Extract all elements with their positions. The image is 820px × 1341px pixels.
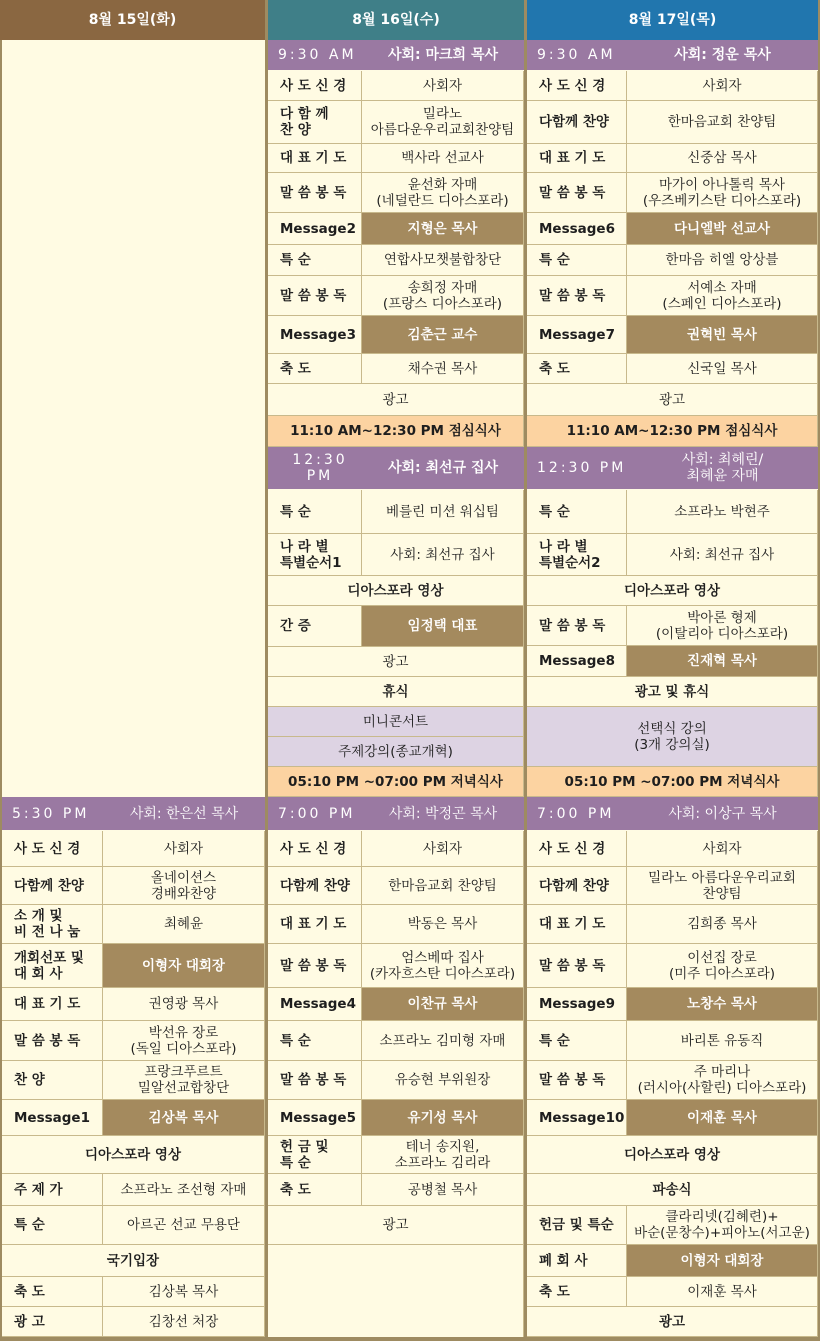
d17-dinner: 05:10 PM ~07:00 PM 저녁식사 xyxy=(527,767,818,797)
d15-e8-label: Message1 xyxy=(2,1100,103,1136)
d15-e1-value: 사회자 xyxy=(103,831,265,867)
d17-e8-speaker: 이재훈 목사 xyxy=(627,1100,818,1136)
d17-e3-value: 김희종 목사 xyxy=(627,905,818,944)
d17-a4-speaker: 진재혁 목사 xyxy=(627,646,818,677)
d16-r9-value: 채수권 목사 xyxy=(362,354,524,384)
d17-e1-label: 사 도 신 경 xyxy=(527,831,627,867)
d17-e2-value: 밀라노 아름다운우리교회 찬양팀 xyxy=(627,867,818,905)
d16-e5-label: Message4 xyxy=(268,988,362,1021)
d17-r4-value: 마가이 아나톨릭 목사 (우즈베키스탄 디아스포라) xyxy=(627,173,818,213)
d17-morning-host: 사회: 정운 목사 xyxy=(627,40,818,71)
d16-e7-value: 유승현 부위원장 xyxy=(362,1061,524,1100)
d15-e11-label: 축 도 xyxy=(2,1277,103,1307)
d16-r6-label: 특 순 xyxy=(268,245,362,276)
d16-a1-value: 베를린 미션 워십팀 xyxy=(362,490,524,534)
d16-e9-value: 테너 송지원, 소프라노 김리라 xyxy=(362,1136,524,1174)
d15-e2-value: 올네이션스 경배와찬양 xyxy=(103,867,265,905)
d15-e4-speaker: 이형자 대회장 xyxy=(103,944,265,988)
frame-bottom xyxy=(0,1337,820,1341)
d16-ad2: 광고 xyxy=(268,647,524,677)
d17-lunch: 11:10 AM~12:30 PM 점심식사 xyxy=(527,416,818,447)
d15-e11-value: 김상복 목사 xyxy=(103,1277,265,1307)
d16-morning-host: 사회: 마크희 목사 xyxy=(362,40,524,71)
d17-r2-label: 다함께 찬양 xyxy=(527,101,627,144)
d16-rest: 휴식 xyxy=(268,677,524,707)
d16-r5-label: Message2 xyxy=(268,213,362,245)
d17-r1-label: 사 도 신 경 xyxy=(527,71,627,101)
d15-e6-label: 말 씀 봉 독 xyxy=(2,1021,103,1061)
d16-ad: 광고 xyxy=(268,384,524,416)
d17-r3-value: 신중삼 목사 xyxy=(627,144,818,173)
d16-r2-value: 밀라노 아름다운우리교회찬양팀 xyxy=(362,101,524,144)
d16-e6-label: 특 순 xyxy=(268,1021,362,1061)
d16-e10-value: 공병철 목사 xyxy=(362,1174,524,1206)
d17-e4-value: 이선집 장로 (미주 디아스포라) xyxy=(627,944,818,988)
d17-r8-speaker: 권혁빈 목사 xyxy=(627,316,818,354)
d16-e10-label: 축 도 xyxy=(268,1174,362,1206)
d16-evening-ad: 광고 xyxy=(268,1206,524,1245)
d17-e7-label: 말 씀 봉 독 xyxy=(527,1061,627,1100)
d17-a1-value: 소프라노 박현주 xyxy=(627,490,818,534)
d16-r9-label: 축 도 xyxy=(268,354,362,384)
d16-e5-speaker: 이찬규 목사 xyxy=(362,988,524,1021)
d16-r3-value: 백사라 선교사 xyxy=(362,144,524,173)
d16-r1-label: 사 도 신 경 xyxy=(268,71,362,101)
d16-a2-value: 사회: 최선규 집사 xyxy=(362,534,524,576)
d17-e1-value: 사회자 xyxy=(627,831,818,867)
d16-dinner: 05:10 PM ~07:00 PM 저녁식사 xyxy=(268,767,524,797)
d17-e6-value: 바리톤 유동직 xyxy=(627,1021,818,1061)
d17-ad-rest: 광고 및 휴식 xyxy=(527,677,818,707)
d17-a3-label: 말 씀 봉 독 xyxy=(527,606,627,646)
d16-r3-label: 대 표 기 도 xyxy=(268,144,362,173)
d17-afternoon-time: 12:30 PM xyxy=(527,447,627,490)
d17-r7-value: 서예소 자매 (스페인 디아스포라) xyxy=(627,276,818,316)
d16-e3-label: 대 표 기 도 xyxy=(268,905,362,944)
d17-video2: 디아스포라 영상 xyxy=(527,1136,818,1174)
d17-e9-value: 클라리넷(김혜련)+ 바순(문창수)+피아노(서고운) xyxy=(627,1206,818,1245)
d16-lecture: 주제강의(종교개혁) xyxy=(268,737,524,767)
d16-e8-label: Message5 xyxy=(268,1100,362,1136)
d17-morning-time: 9:30 AM xyxy=(527,40,627,71)
d17-r6-label: 특 순 xyxy=(527,245,627,276)
day-header-16: 8월 16일(수) xyxy=(268,0,524,40)
d15-e3-label: 소 개 및 비 전 나 눔 xyxy=(2,905,103,944)
d15-video: 디아스포라 영상 xyxy=(2,1136,265,1174)
d16-evening-host: 사회: 박정곤 목사 xyxy=(362,797,524,831)
d17-e10-label: 폐 회 사 xyxy=(527,1245,627,1277)
d17-e5-speaker: 노창수 목사 xyxy=(627,988,818,1021)
d15-e2-label: 다함께 찬양 xyxy=(2,867,103,905)
d16-r5-speaker: 지형은 목사 xyxy=(362,213,524,245)
d17-a2-value: 사회: 최선규 집사 xyxy=(627,534,818,576)
d17-evening-time: 7:00 PM xyxy=(527,797,627,831)
d16-e8-speaker: 유기성 목사 xyxy=(362,1100,524,1136)
d17-e7-value: 주 마리나 (러시아(사할린) 디아스포라) xyxy=(627,1061,818,1100)
d16-e6-value: 소프라노 김미형 자매 xyxy=(362,1021,524,1061)
d16-a2-label: 나 라 별 특별순서1 xyxy=(268,534,362,576)
d16-e7-label: 말 씀 봉 독 xyxy=(268,1061,362,1100)
d16-mini-concert: 미니콘서트 xyxy=(268,707,524,737)
d17-afternoon-host: 사회: 최혜린/ 최혜윤 자매 xyxy=(627,447,818,490)
d15-evening-time: 5:30 PM xyxy=(2,797,103,831)
d16-video: 디아스포라 영상 xyxy=(268,576,524,606)
d15-e3-value: 최혜윤 xyxy=(103,905,265,944)
d15-e7-value: 프랑크푸르트 밀알선교합창단 xyxy=(103,1061,265,1100)
day15-empty-block xyxy=(2,40,265,797)
d15-e5-label: 대 표 기 도 xyxy=(2,988,103,1021)
d15-e10-label: 특 순 xyxy=(2,1206,103,1245)
d16-e2-value: 한마음교회 찬양팀 xyxy=(362,867,524,905)
d15-e12-value: 김창선 처장 xyxy=(103,1307,265,1337)
d17-send: 파송식 xyxy=(527,1174,818,1206)
d17-r4-label: 말 씀 봉 독 xyxy=(527,173,627,213)
d17-evening-host: 사회: 이상구 목사 xyxy=(627,797,818,831)
day-header-17: 8월 17일(목) xyxy=(527,0,818,40)
d15-e7-label: 찬 양 xyxy=(2,1061,103,1100)
d17-r3-label: 대 표 기 도 xyxy=(527,144,627,173)
d15-e12-label: 광 고 xyxy=(2,1307,103,1337)
d17-elective: 선택식 강의 (3개 강의실) xyxy=(527,707,818,767)
d15-e10-value: 아르곤 선교 무용단 xyxy=(103,1206,265,1245)
d16-e3-value: 박동은 목사 xyxy=(362,905,524,944)
d17-e11-label: 축 도 xyxy=(527,1277,627,1307)
d17-r9-label: 축 도 xyxy=(527,354,627,384)
d15-anthem: 국기입장 xyxy=(2,1245,265,1277)
d16-a1-label: 특 순 xyxy=(268,490,362,534)
d17-a3-value: 박아론 형제 (이탈리아 디아스포라) xyxy=(627,606,818,646)
d17-r8-label: Message7 xyxy=(527,316,627,354)
d16-r7-value: 송희정 자매 (프랑스 디아스포라) xyxy=(362,276,524,316)
d15-e8-speaker: 김상복 목사 xyxy=(103,1100,265,1136)
d17-e10-speaker: 이형자 대회장 xyxy=(627,1245,818,1277)
d15-e9-label: 주 제 가 xyxy=(2,1174,103,1206)
d15-evening-host: 사회: 한은선 목사 xyxy=(103,797,265,831)
d16-r6-value: 연합사모챗불합창단 xyxy=(362,245,524,276)
d16-r2-label: 다 함 께 찬 양 xyxy=(268,101,362,144)
d16-afternoon-host: 사회: 최선규 집사 xyxy=(362,447,524,490)
d16-e4-label: 말 씀 봉 독 xyxy=(268,944,362,988)
d16-r8-speaker: 김춘근 교수 xyxy=(362,316,524,354)
d17-evening-ad: 광고 xyxy=(527,1307,818,1337)
d16-r7-label: 말 씀 봉 독 xyxy=(268,276,362,316)
d15-e6-value: 박선유 장로 (독일 디아스포라) xyxy=(103,1021,265,1061)
d17-a4-label: Message8 xyxy=(527,646,627,677)
d15-e4-label: 개회선포 및 대 회 사 xyxy=(2,944,103,988)
d17-r7-label: 말 씀 봉 독 xyxy=(527,276,627,316)
d17-r5-speaker: 다니엘박 선교사 xyxy=(627,213,818,245)
d16-e4-value: 엄스베따 집사 (카자흐스탄 디아스포라) xyxy=(362,944,524,988)
d17-e3-label: 대 표 기 도 xyxy=(527,905,627,944)
d17-r5-label: Message6 xyxy=(527,213,627,245)
d17-r1-value: 사회자 xyxy=(627,71,818,101)
d17-e2-label: 다함께 찬양 xyxy=(527,867,627,905)
d16-evening-empty xyxy=(268,1245,524,1337)
d17-r2-value: 한마음교회 찬양팀 xyxy=(627,101,818,144)
d17-e6-label: 특 순 xyxy=(527,1021,627,1061)
d17-e5-label: Message9 xyxy=(527,988,627,1021)
d17-e9-label: 헌금 및 특순 xyxy=(527,1206,627,1245)
d16-evening-time: 7:00 PM xyxy=(268,797,362,831)
d17-a2-label: 나 라 별 특별순서2 xyxy=(527,534,627,576)
d15-e1-label: 사 도 신 경 xyxy=(2,831,103,867)
d17-e11-value: 이재훈 목사 xyxy=(627,1277,818,1307)
d17-ad: 광고 xyxy=(527,384,818,416)
d16-r8-label: Message3 xyxy=(268,316,362,354)
d15-e5-value: 권영광 목사 xyxy=(103,988,265,1021)
day-header-15: 8월 15일(화) xyxy=(0,0,265,40)
d16-a3-label: 간 증 xyxy=(268,606,362,647)
d16-r4-value: 윤선화 자매 (네덜란드 디아스포라) xyxy=(362,173,524,213)
d16-morning-time: 9:30 AM xyxy=(268,40,362,71)
d17-video: 디아스포라 영상 xyxy=(527,576,818,606)
d16-e1-label: 사 도 신 경 xyxy=(268,831,362,867)
d16-e2-label: 다함께 찬양 xyxy=(268,867,362,905)
d17-a1-label: 특 순 xyxy=(527,490,627,534)
d16-r4-label: 말 씀 봉 독 xyxy=(268,173,362,213)
d17-r6-value: 한마음 히엘 앙상블 xyxy=(627,245,818,276)
d16-r1-value: 사회자 xyxy=(362,71,524,101)
d16-e1-value: 사회자 xyxy=(362,831,524,867)
d16-a3-speaker: 임정택 대표 xyxy=(362,606,524,647)
d16-e9-label: 헌 금 및 특 순 xyxy=(268,1136,362,1174)
d17-e4-label: 말 씀 봉 독 xyxy=(527,944,627,988)
d16-afternoon-time: 12:30 PM xyxy=(268,447,362,490)
d17-r9-value: 신국일 목사 xyxy=(627,354,818,384)
d15-e9-value: 소프라노 조선형 자매 xyxy=(103,1174,265,1206)
d16-lunch: 11:10 AM~12:30 PM 점심식사 xyxy=(268,416,524,447)
d17-e8-label: Message10 xyxy=(527,1100,627,1136)
